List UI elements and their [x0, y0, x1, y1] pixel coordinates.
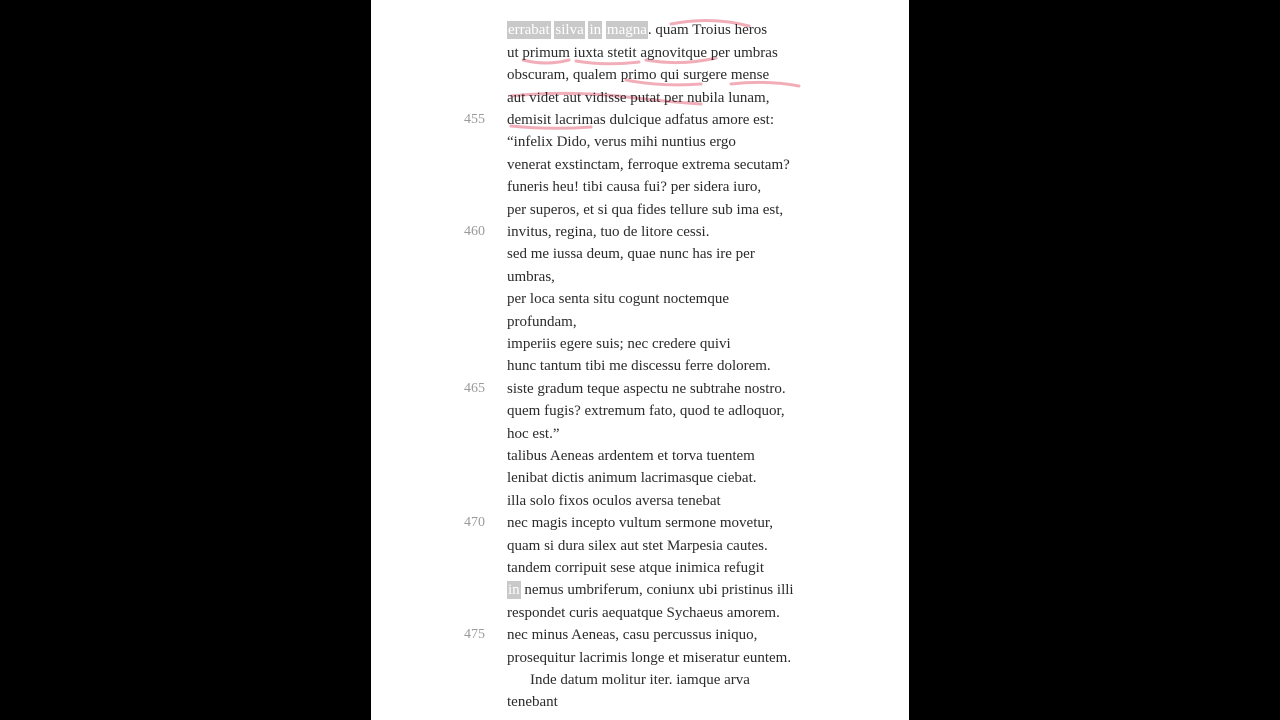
verse-line: ut primum iuxta stetit agnovitque per umbras — [507, 45, 778, 61]
verse-line: imperiis egere suis; nec credere quivi — [507, 336, 731, 352]
verse-line: nec magis incepto vultum sermone movetur, — [507, 515, 774, 531]
highlighted-word: in — [589, 22, 602, 38]
highlighted-word: in — [508, 582, 520, 598]
verse-line: invitus, regina, tuo de litore cessi. — [507, 224, 710, 240]
verse-line: demisit lacrimas dulcique adfatus amore est: — [507, 112, 774, 128]
verse-line-continuation: tenebant — [507, 694, 558, 710]
verse-line: prosequitur lacrimis longe et miseratur euntem. — [507, 650, 792, 666]
highlighted-word: magna — [606, 22, 647, 38]
verse-line-indented: Inde datum molitur iter. iamque arva — [530, 672, 750, 688]
verse-line: respondet curis aequatque Sychaeus amorem. — [507, 605, 780, 621]
verse-line: tandem corripuit sese atque inimica refugit — [507, 560, 764, 576]
highlighted-word: errabat — [508, 22, 550, 38]
verse-line-continuation: umbras, — [507, 269, 555, 285]
verse-line — [507, 580, 794, 600]
verse-line: per superos, et si qua fides tellure sub ima est, — [507, 202, 784, 218]
verse-line-continuation: profundam, — [507, 314, 577, 330]
verse-text: quam Troius heros — [655, 22, 768, 38]
verse-line: nec minus Aeneas, casu percussus iniquo, — [507, 627, 758, 643]
verse-line: illa solo fixos oculos aversa tenebat — [507, 493, 721, 509]
verse-line: lenibat dictis animum lacrimasque ciebat. — [507, 470, 757, 486]
verse-line: obscuram, qualem primo qui surgere mense — [507, 67, 770, 83]
verse-line: sed me iussa deum, quae nunc has ire per — [507, 246, 755, 262]
line-number: 460 — [464, 224, 485, 239]
line-number: 470 — [464, 515, 485, 530]
line-number: 465 — [464, 381, 485, 396]
verse-line: talibus Aeneas ardentem et torva tuentem — [507, 448, 755, 464]
verse-line: siste gradum teque aspectu ne subtrahe nostro. — [507, 381, 786, 397]
verse-line: “infelix Dido, verus mihi nuntius ergo — [507, 134, 736, 150]
highlighted-word: silva — [555, 22, 584, 38]
line-number: 475 — [464, 627, 485, 642]
verse-line: per loca senta situ cogunt noctemque — [507, 291, 730, 307]
document-page — [371, 0, 909, 720]
verse-line: errabat silva in magna. quam Troius heros — [508, 22, 768, 38]
verse-text: nemus umbriferum, coniunx ubi pristinus illi — [524, 582, 794, 598]
verse-line: quam si dura silex aut stet Marpesia cautes. — [507, 538, 768, 554]
verse-line: venerat exstinctam, ferroque extrema secutam? — [507, 157, 790, 173]
verse-line: aut videt aut vidisse putat per nubila lunam, — [507, 90, 770, 106]
verse-line: hunc tantum tibi me discessu ferre dolorem. — [507, 358, 771, 374]
verse-line: quem fugis? extremum fato, quod te adloquor, — [507, 403, 785, 419]
line-number: 455 — [464, 112, 485, 127]
verse-line: funeris heu! tibi causa fui? per sidera iuro, — [507, 179, 762, 195]
verse-line-continuation: hoc est.” — [507, 426, 560, 442]
